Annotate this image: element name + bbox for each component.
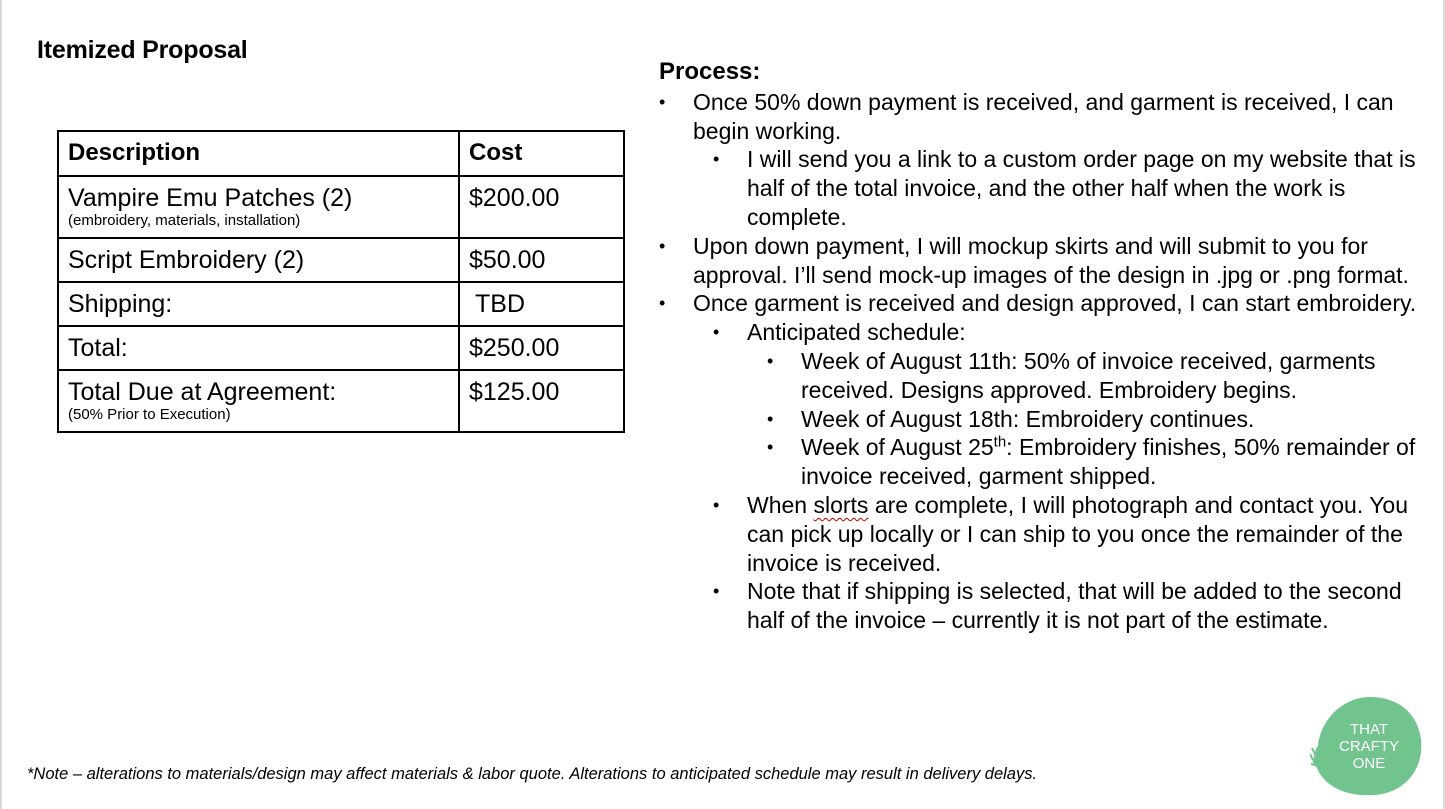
- item-note: (50% Prior to Execution): [68, 406, 231, 423]
- table-cell-description: [58, 326, 459, 370]
- table-cell-description: [58, 282, 459, 326]
- list-item: • Week of August 25th: Embroidery finishes, 50% remainder of invoice received, garment shipped.: [767, 433, 1416, 490]
- list-item: • When slorts are complete, I will photograph and contact you. You can pick up locally or I can ship to you once the remainder of the invoice is received.: [713, 491, 1409, 576]
- item-description: Script Embroidery (2): [68, 246, 305, 274]
- list-item: • Note that if shipping is selected, that will be added to the second half of the invoice – currently it is not part of the estimate.: [713, 578, 1402, 634]
- table-cell-description: [58, 238, 459, 282]
- item-cost: $50.00: [459, 238, 624, 282]
- item-description: Shipping:: [68, 290, 173, 318]
- table-row: [58, 370, 624, 432]
- list-item: • Week of August 11th: 50% of invoice received, garments received. Designs approved. Embroidery begins.: [767, 347, 1376, 403]
- table-cell-description: [58, 370, 459, 432]
- list-item: • Week of August 18th: Embroidery continues.: [767, 405, 1255, 432]
- list-item: • Upon down payment, I will mockup skirts and will submit to you for approval. I’ll send mock-up images of the design in .jpg or .png format.: [659, 232, 1409, 288]
- bullet-icon: •: [767, 408, 774, 429]
- page-title: Itemized Proposal: [37, 36, 248, 64]
- column-header-description: Description: [58, 131, 459, 176]
- table-row: [58, 282, 624, 326]
- table-row: [58, 238, 624, 282]
- bullet-icon: •: [659, 293, 666, 314]
- that-crafty-one-logo: [1310, 694, 1426, 798]
- bullet-icon: •: [713, 322, 720, 343]
- item-description: Vampire Emu Patches (2): [68, 184, 353, 212]
- list-item: • Once garment is received and design approved, I can start embroidery.: [659, 290, 1417, 317]
- table-header-row: [58, 131, 624, 176]
- item-note: (embroidery, materials, installation): [68, 212, 301, 229]
- proposal-table: [57, 130, 625, 433]
- bullet-icon: •: [659, 91, 666, 112]
- process-section: [659, 58, 1419, 635]
- bullet-icon: •: [713, 581, 720, 602]
- table-cell-description: [58, 176, 459, 238]
- list-item: • Anticipated schedule:: [713, 319, 966, 346]
- misspelled-word: slorts: [813, 491, 869, 518]
- item-cost: TBD: [459, 282, 624, 326]
- bullet-icon: •: [767, 437, 774, 458]
- column-header-cost: Cost: [459, 131, 624, 176]
- bullet-icon: •: [659, 235, 666, 256]
- item-cost: $125.00: [459, 370, 624, 432]
- page-left-edge: [0, 0, 2, 809]
- list-item: • I will send you a link to a custom order page on my website that is half of the total invoice, and the other half when the work is complete.: [713, 146, 1416, 230]
- logo-line-1: THAT: [1349, 721, 1389, 738]
- table-row: [58, 176, 624, 238]
- bullet-icon: •: [767, 350, 774, 371]
- table-row: [58, 326, 624, 370]
- footnote: *Note – alterations to materials/design may affect materials & labor quote. Alterations to anticipated schedule may result in delivery delays.: [27, 765, 1038, 783]
- process-list: [659, 88, 1419, 635]
- bullet-icon: •: [713, 494, 720, 515]
- logo-line-2: CRAFTY: [1339, 738, 1399, 755]
- item-description: Total:: [68, 334, 128, 362]
- logo-line-3: ONE: [1352, 755, 1386, 772]
- item-description: Total Due at Agreement:: [68, 378, 337, 406]
- list-item: • Once 50% down payment is received, and garment is received, I can begin working.: [659, 88, 1394, 144]
- item-cost: $200.00: [459, 176, 624, 238]
- process-heading: Process:: [659, 58, 761, 85]
- bullet-icon: •: [713, 149, 720, 170]
- item-cost: $250.00: [459, 326, 624, 370]
